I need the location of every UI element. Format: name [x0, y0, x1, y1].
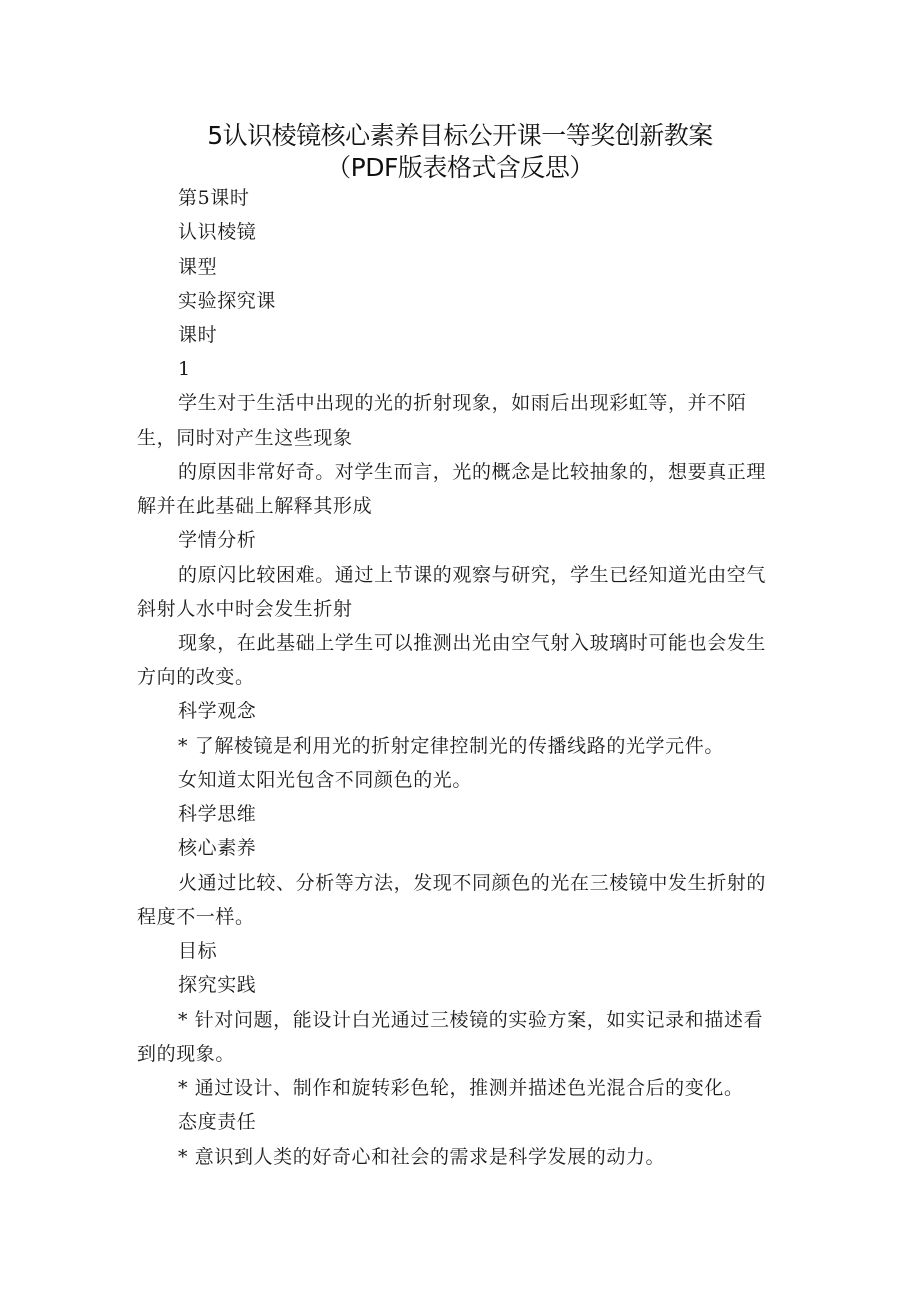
lesson-topic: 认识棱镜 [178, 221, 257, 243]
analysis-text-line: 学生对于生活中出现的光的折射现象，如雨后出现彩虹等，并不陌 [178, 392, 747, 414]
analysis-text-line: 的原闪比较困难。通过上节课的观察与研究，学生已经知道光由空气 [178, 564, 767, 586]
goal-bullet-item: 女知道太阳光包含不同颜色的光。 [178, 769, 473, 791]
goal-bullet-item: * 通过设计、制作和旋转彩色轮，推测并描述色光混合后的变化。 [178, 1077, 744, 1099]
section-heading-core-literacy: 核心素养 [178, 837, 257, 859]
lesson-type-label: 课型 [178, 256, 218, 278]
lesson-hours-label: 课时 [178, 324, 218, 346]
section-heading-science-thinking: 科学思维 [178, 803, 257, 825]
section-heading-attitude-responsibility: 态度责任 [178, 1111, 257, 1133]
goal-bullet-item: 火通过比较、分析等方法，发现不同颜色的光在三棱镜中发生折射的 [178, 872, 767, 894]
goal-bullet-item: * 针对问题，能设计白光通过三棱镜的实验方案，如实记录和描述看 [178, 1009, 764, 1031]
analysis-text-line: 的原因非常好奇。对学生而言，光的概念是比较抽象的，想要真正理 [178, 461, 767, 483]
document-title-line-2: （PDF版表格式含反思） [326, 153, 594, 182]
lesson-number: 第5课时 [178, 187, 250, 209]
section-heading-science-concept: 科学观念 [178, 700, 257, 722]
analysis-text-line: 现象，在此基础上学生可以推测出光由空气射入玻璃时可能也会发生 [178, 632, 767, 654]
goal-bullet-item: * 了解棱镜是利用光的折射定律控制光的传播线路的光学元件。 [178, 735, 724, 757]
goal-bullet-item-continued: 程度不一样。 [137, 906, 255, 928]
goal-bullet-item-continued: 到的现象。 [137, 1043, 236, 1065]
analysis-text-line: 生，同时对产生这些现象 [137, 427, 353, 449]
lesson-type-value: 实验探究课 [178, 290, 277, 312]
analysis-text-line: 解并在此基础上解释其形成 [137, 495, 373, 517]
analysis-text-line: 斜射人水中时会发生折射 [137, 598, 353, 620]
section-heading-goals: 目标 [178, 940, 218, 962]
document-title-line-1: 5认识棱镜核心素养目标公开课一等奖创新教案 [207, 121, 713, 150]
section-heading-student-analysis: 学情分析 [178, 529, 257, 551]
section-heading-inquiry-practice: 探究实践 [178, 974, 257, 996]
analysis-text-line: 方向的改变。 [137, 666, 255, 688]
goal-bullet-item: * 意识到人类的好奇心和社会的需求是科学发展的动力。 [178, 1146, 666, 1168]
lesson-hours-value: 1 [178, 358, 191, 380]
